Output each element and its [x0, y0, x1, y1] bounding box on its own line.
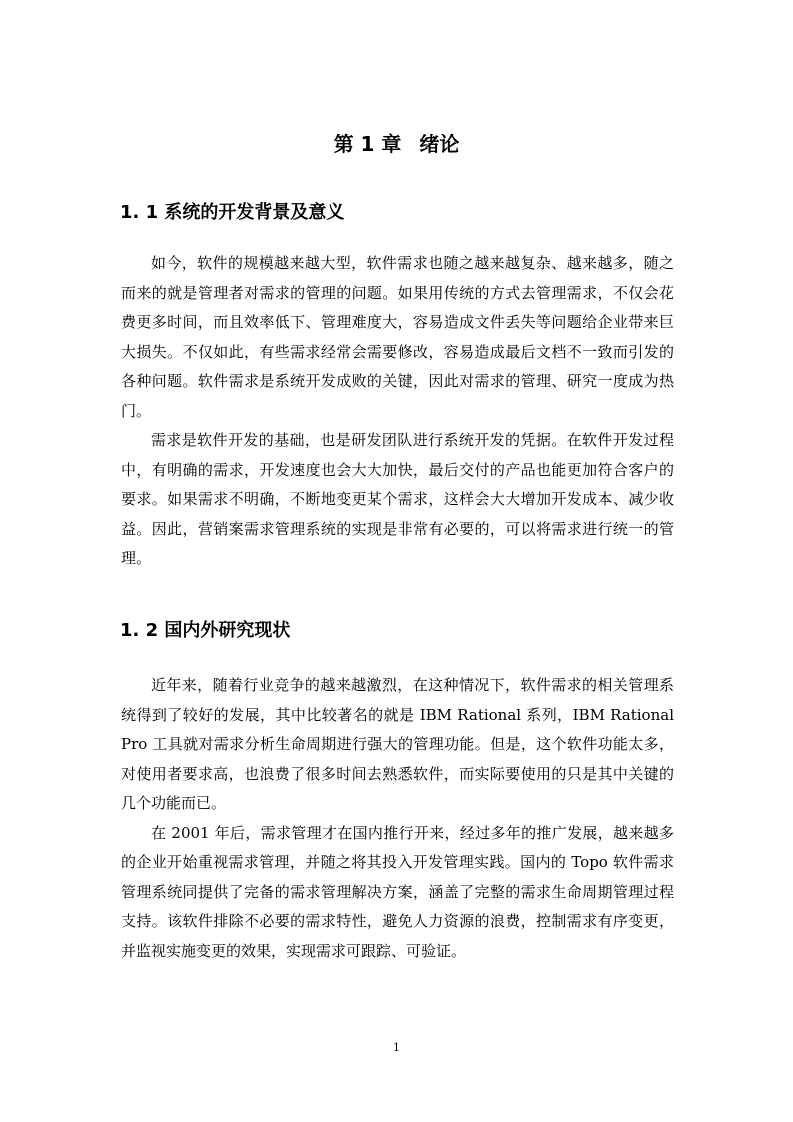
paragraph: 近年来，随着行业竞争的越来越激烈，在这种情况下，软件需求的相关管理系统得到了较好的发展，其中比较著名的就是 IBM Rational 系列，IBM Rational Pro 工具就对需求分析生命周期进行强大的管理功能。但是，这个软件功能太多，对使用者要求高，也浪费了很多时间去熟悉软件，而实际要使用的只是其中关键的几个功能而已。 [121, 676, 674, 812]
paragraph: 如今，软件的规模越来越大型，软件需求也随之越来越复杂、越来越多，随之而来的就是管理者对需求的管理的问题。如果用传统的方式去管理需求，不仅会花费更多时间，而且效率低下、管理难度大，容易造成文件丢失等问题给企业带来巨大损失。不仅如此，有些需求经常会需要修改，容易造成最后文档不一致而引发的各种问题。软件需求是系统开发成败的关键，因此对需求的管理、研究一度成为热门。 [121, 254, 674, 420]
page-number: 1 [393, 1041, 400, 1054]
section-body-1-1 [121, 249, 674, 574]
section-heading-1-2: 1. 2 国内外研究现状 [120, 620, 291, 641]
paragraph: 需求是软件开发的基础，也是研发团队进行系统开发的凭据。在软件开发过程中，有明确的需求，开发速度也会大大加快，最后交付的产品也能更加符合客户的要求。如果需求不明确，不断地变更某个需求，这样会大大增加开发成本、减少收益。因此，营销案需求管理系统的实现是非常有必要的，可以将需求进行统一的管理。 [121, 431, 674, 567]
paragraph: 在 2001 年后，需求管理才在国内推行开来，经过多年的推广发展，越来越多的企业开始重视需求管理，并随之将其投入开发管理实践。国内的 Topo 软件需求管理系统同提供了完备的需求管理解决方案，涵盖了完整的需求生命周期管理过程支持。该软件排除不必要的需求特性，避免人力资源的浪费，控制需求有序变更，并监视实施变更的效果，实现需求可跟踪、可验证。 [121, 823, 674, 960]
section-heading-1-1: 1. 1 系统的开发背景及意义 [120, 202, 345, 223]
chapter-number: 第 1 章 [333, 132, 402, 156]
chapter-name: 绪论 [419, 132, 460, 156]
chapter-title [0, 130, 793, 158]
section-body-1-2 [121, 671, 674, 966]
